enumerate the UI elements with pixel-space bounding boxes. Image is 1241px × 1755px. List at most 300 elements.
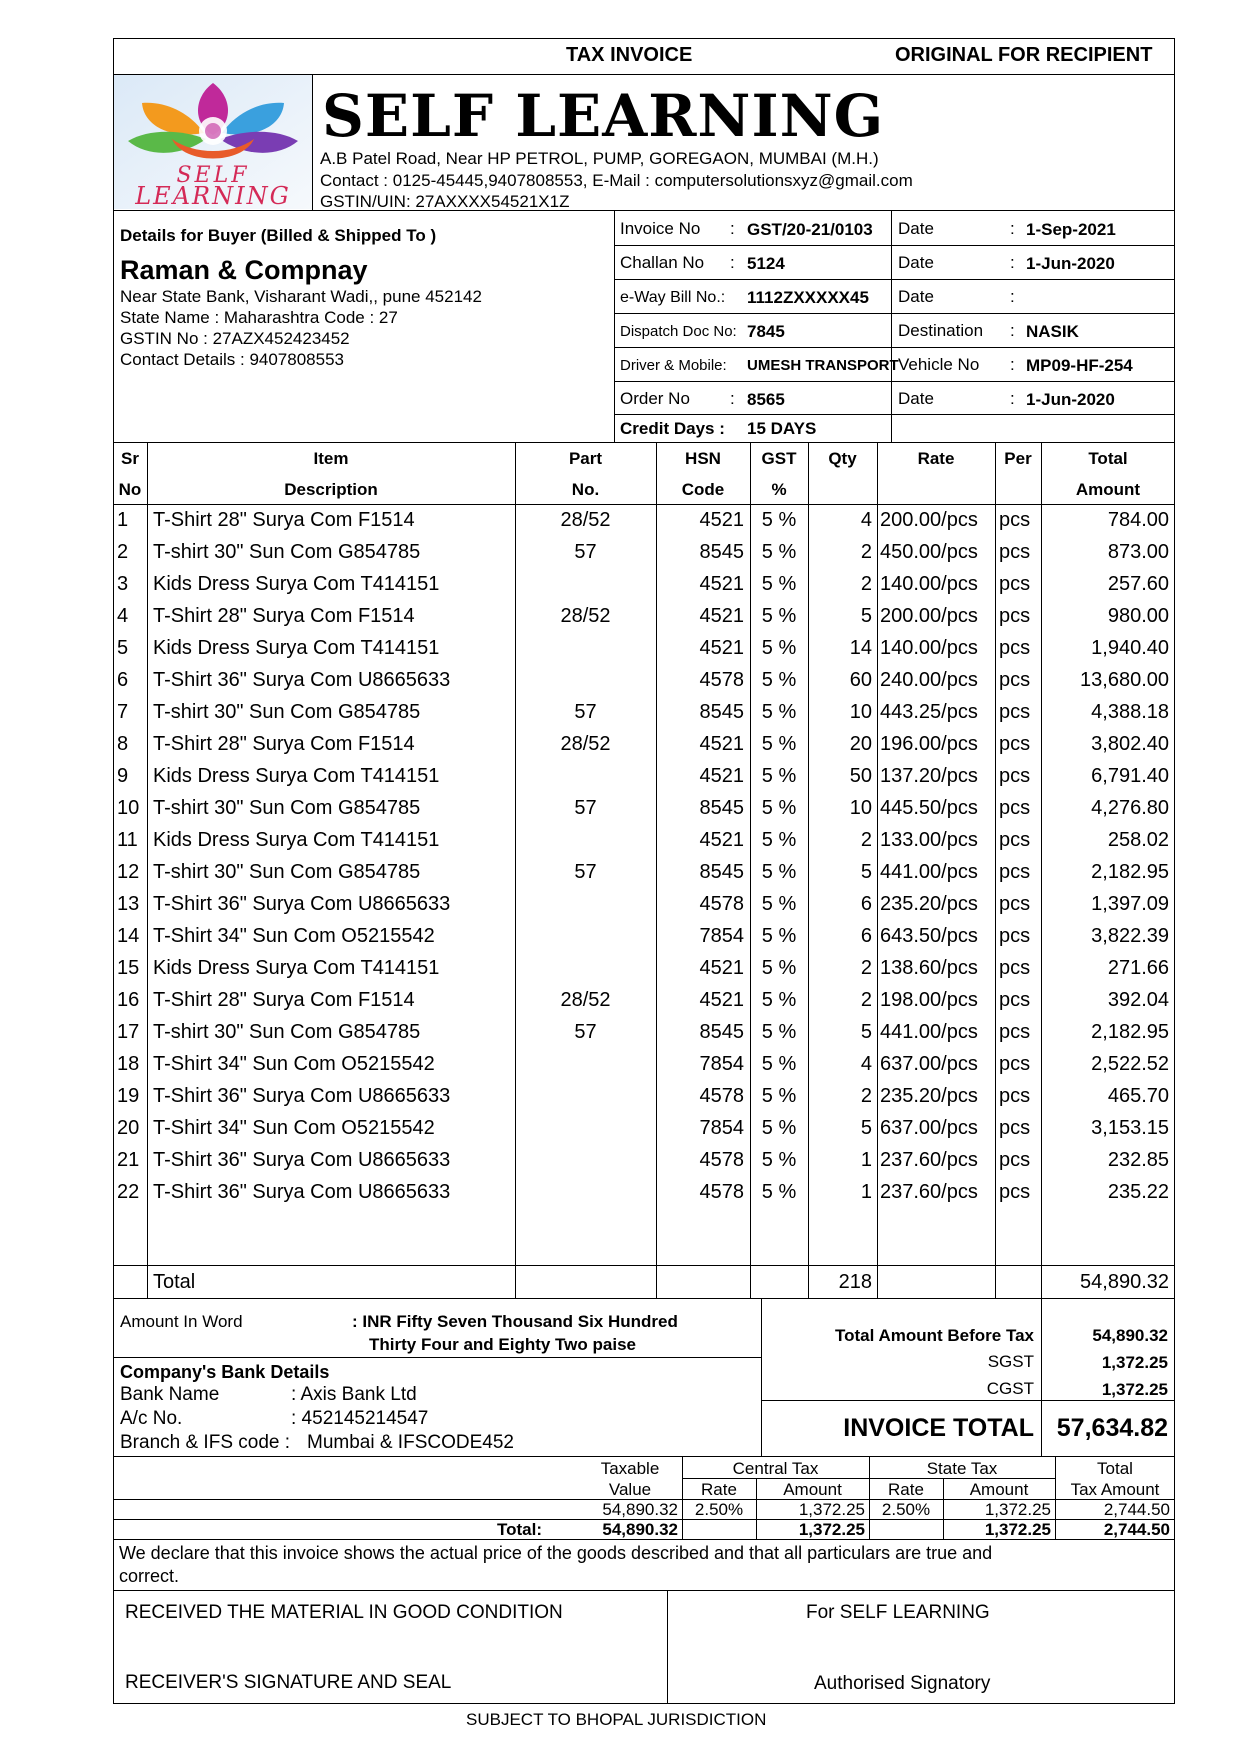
tax-state-header: State Tax bbox=[926, 1459, 998, 1478]
cell-rate: 441.00/pcs bbox=[880, 861, 978, 883]
cell-amount: 2,182.95 bbox=[1091, 1021, 1169, 1043]
cell-qty: 4 bbox=[860, 509, 872, 531]
cell-hsn: 8545 bbox=[699, 701, 744, 723]
cell-rate: 200.00/pcs bbox=[880, 605, 978, 627]
col-gst-header: GST bbox=[761, 449, 797, 468]
cell-gst: 5 % bbox=[761, 733, 797, 755]
cell-amount: 3,153.15 bbox=[1091, 1117, 1169, 1139]
tax-total-central: 1,372.25 bbox=[798, 1520, 865, 1539]
cell-amount: 2,522.52 bbox=[1091, 1053, 1169, 1075]
col-per-header: Per bbox=[1004, 449, 1032, 468]
cell-desc: T-Shirt 34" Sun Com O5215542 bbox=[153, 1053, 435, 1075]
cell-gst: 5 % bbox=[761, 893, 797, 915]
colon: : bbox=[1010, 287, 1015, 306]
cell-per: pcs bbox=[999, 1085, 1031, 1107]
cell-desc: T-Shirt 36" Surya Com U8665633 bbox=[153, 1181, 451, 1203]
table-row bbox=[0, 1020, 1241, 1052]
cell-rate: 445.50/pcs bbox=[880, 797, 978, 819]
cell-rate: 643.50/pcs bbox=[880, 925, 978, 947]
table-row bbox=[0, 540, 1241, 572]
challan-value: 5124 bbox=[747, 254, 785, 273]
cell-amount: 3,822.39 bbox=[1091, 925, 1169, 947]
cell-qty: 10 bbox=[849, 701, 872, 723]
cgst-label: CGST bbox=[986, 1379, 1034, 1398]
cell-sr: 8 bbox=[117, 733, 129, 755]
cell-gst: 5 % bbox=[761, 797, 797, 819]
cell-gst: 5 % bbox=[761, 957, 797, 979]
cell-gst: 5 % bbox=[761, 1021, 797, 1043]
cell-desc: Kids Dress Surya Com T414151 bbox=[153, 765, 440, 787]
cell-hsn: 8545 bbox=[699, 541, 744, 563]
cell-per: pcs bbox=[999, 893, 1031, 915]
buyer-address: Near State Bank, Visharant Wadi,, pune 452142 bbox=[120, 287, 482, 306]
receiver-signature-label: RECEIVER'S SIGNATURE AND SEAL bbox=[125, 1672, 452, 1693]
table-row bbox=[0, 668, 1241, 700]
cell-desc: T-Shirt 34" Sun Com O5215542 bbox=[153, 925, 435, 947]
tax-central-rate-header: Rate bbox=[701, 1480, 737, 1499]
cell-sr: 10 bbox=[117, 797, 140, 819]
cell-desc: T-shirt 30" Sun Com G854785 bbox=[153, 701, 421, 723]
cell-sr: 1 bbox=[117, 509, 129, 531]
cell-gst: 5 % bbox=[761, 1053, 797, 1075]
tax-row-central-amount: 1,372.25 bbox=[798, 1500, 865, 1519]
tax-total-label: Total: bbox=[497, 1520, 543, 1539]
tax-state-amount-header: Amount bbox=[969, 1480, 1029, 1499]
cell-hsn: 4578 bbox=[699, 1085, 744, 1107]
date2-value: 1-Jun-2020 bbox=[1026, 254, 1115, 273]
cell-amount: 980.00 bbox=[1107, 605, 1169, 627]
cell-amount: 13,680.00 bbox=[1080, 669, 1169, 691]
tax-total-total: 2,744.50 bbox=[1103, 1520, 1170, 1539]
cell-per: pcs bbox=[999, 1021, 1031, 1043]
cell-per: pcs bbox=[999, 765, 1031, 787]
cell-gst: 5 % bbox=[761, 573, 797, 595]
cell-per: pcs bbox=[999, 637, 1031, 659]
table-row bbox=[0, 604, 1241, 636]
table-row bbox=[0, 1116, 1241, 1148]
cell-per: pcs bbox=[999, 861, 1031, 883]
cell-gst: 5 % bbox=[761, 1181, 797, 1203]
col-gst-header-2: % bbox=[771, 480, 787, 499]
cell-per: pcs bbox=[999, 989, 1031, 1011]
cell-desc: T-shirt 30" Sun Com G854785 bbox=[153, 861, 421, 883]
cell-desc: T-shirt 30" Sun Com G854785 bbox=[153, 797, 421, 819]
cell-part: 57 bbox=[574, 701, 597, 723]
bank-ifs-value: Mumbai & IFSCODE452 bbox=[307, 1432, 514, 1453]
table-row bbox=[0, 796, 1241, 828]
table-row bbox=[0, 892, 1241, 924]
cell-sr: 19 bbox=[117, 1085, 140, 1107]
cell-rate: 138.60/pcs bbox=[880, 957, 978, 979]
destination-label: Destination bbox=[898, 321, 984, 340]
cell-sr: 9 bbox=[117, 765, 129, 787]
cell-rate: 637.00/pcs bbox=[880, 1053, 978, 1075]
colon: : bbox=[1010, 389, 1015, 408]
jurisdiction-note: SUBJECT TO BHOPAL JURISDICTION bbox=[466, 1710, 767, 1729]
cell-rate: 133.00/pcs bbox=[880, 829, 978, 851]
cell-part: 57 bbox=[574, 861, 597, 883]
col-total-header-2: Amount bbox=[1075, 480, 1141, 499]
table-row bbox=[0, 1084, 1241, 1116]
table-row bbox=[0, 956, 1241, 988]
tax-taxable-header: Taxable bbox=[600, 1459, 660, 1478]
invoice-title: TAX INVOICE bbox=[566, 44, 693, 66]
before-tax-label: Total Amount Before Tax bbox=[835, 1326, 1034, 1345]
amount-words-label: Amount In Word bbox=[120, 1312, 243, 1331]
challan-label: Challan No bbox=[620, 253, 705, 272]
table-row bbox=[0, 1148, 1241, 1180]
table-row bbox=[0, 732, 1241, 764]
table-row bbox=[0, 988, 1241, 1020]
cell-sr: 4 bbox=[117, 605, 129, 627]
colon: : bbox=[1010, 355, 1015, 374]
cell-hsn: 4578 bbox=[699, 1181, 744, 1203]
col-total-header: Total bbox=[1088, 449, 1128, 468]
cell-amount: 235.22 bbox=[1107, 1181, 1169, 1203]
cell-qty: 60 bbox=[849, 669, 872, 691]
cell-qty: 6 bbox=[860, 893, 872, 915]
cell-desc: T-Shirt 36" Surya Com U8665633 bbox=[153, 1149, 451, 1171]
cell-qty: 50 bbox=[849, 765, 872, 787]
sgst-label: SGST bbox=[987, 1352, 1034, 1371]
cell-amount: 4,388.18 bbox=[1091, 701, 1169, 723]
cell-amount: 1,940.40 bbox=[1091, 637, 1169, 659]
cell-rate: 235.20/pcs bbox=[880, 1085, 978, 1107]
cell-rate: 198.00/pcs bbox=[880, 989, 978, 1011]
divider bbox=[113, 1590, 1175, 1591]
cell-amount: 271.66 bbox=[1107, 957, 1169, 979]
cell-rate: 235.20/pcs bbox=[880, 893, 978, 915]
tax-total-state: 1,372.25 bbox=[984, 1520, 1051, 1539]
cell-rate: 237.60/pcs bbox=[880, 1181, 978, 1203]
dispatch-label: Dispatch Doc No: bbox=[620, 323, 737, 340]
table-row bbox=[0, 828, 1241, 860]
cell-rate: 443.25/pcs bbox=[880, 701, 978, 723]
tax-total-header-2: Tax Amount bbox=[1070, 1480, 1160, 1499]
vehicle-label: Vehicle No bbox=[898, 355, 980, 374]
cell-gst: 5 % bbox=[761, 1085, 797, 1107]
cell-desc: Kids Dress Surya Com T414151 bbox=[153, 573, 440, 595]
cell-sr: 11 bbox=[117, 829, 138, 851]
table-row bbox=[0, 860, 1241, 892]
cell-amount: 4,276.80 bbox=[1091, 797, 1169, 819]
col-hsn-header-2: Code bbox=[681, 480, 725, 499]
cell-per: pcs bbox=[999, 669, 1031, 691]
buyer-heading: Details for Buyer (Billed & Shipped To ) bbox=[120, 226, 437, 245]
cell-gst: 5 % bbox=[761, 989, 797, 1011]
cell-per: pcs bbox=[999, 957, 1031, 979]
cell-desc: T-shirt 30" Sun Com G854785 bbox=[153, 541, 421, 563]
cell-hsn: 4578 bbox=[699, 669, 744, 691]
cell-desc: T-Shirt 28" Surya Com F1514 bbox=[153, 733, 415, 755]
cell-rate: 450.00/pcs bbox=[880, 541, 978, 563]
cell-per: pcs bbox=[999, 733, 1031, 755]
cell-desc: Kids Dress Surya Com T414151 bbox=[153, 829, 440, 851]
cell-part: 28/52 bbox=[560, 989, 611, 1011]
invoice-no-value: GST/20-21/0103 bbox=[747, 220, 873, 239]
col-part-header-2: No. bbox=[571, 480, 600, 499]
cell-desc: T-Shirt 36" Surya Com U8665633 bbox=[153, 893, 451, 915]
cell-hsn: 4578 bbox=[699, 1149, 744, 1171]
cell-gst: 5 % bbox=[761, 541, 797, 563]
cell-sr: 21 bbox=[117, 1149, 140, 1171]
cell-per: pcs bbox=[999, 1149, 1031, 1171]
cell-hsn: 8545 bbox=[699, 1021, 744, 1043]
cell-desc: Kids Dress Surya Com T414151 bbox=[153, 957, 440, 979]
divider bbox=[113, 1456, 1175, 1457]
cell-qty: 2 bbox=[860, 989, 872, 1011]
cell-gst: 5 % bbox=[761, 605, 797, 627]
cell-qty: 5 bbox=[860, 605, 872, 627]
cell-desc: T-Shirt 28" Surya Com F1514 bbox=[153, 605, 415, 627]
cell-rate: 237.60/pcs bbox=[880, 1149, 978, 1171]
buyer-gstin: GSTIN No : 27AZX452423452 bbox=[120, 329, 350, 348]
cell-hsn: 4521 bbox=[699, 733, 744, 755]
cell-qty: 1 bbox=[860, 1149, 872, 1171]
sgst-value: 1,372.25 bbox=[1101, 1353, 1168, 1372]
tax-total-taxable: 54,890.32 bbox=[602, 1520, 678, 1539]
cell-sr: 22 bbox=[117, 1181, 140, 1203]
cell-qty: 2 bbox=[860, 573, 872, 595]
col-sr-header-2: No bbox=[118, 480, 142, 499]
cgst-value: 1,372.25 bbox=[1101, 1380, 1168, 1399]
cell-desc: T-Shirt 36" Surya Com U8665633 bbox=[153, 669, 451, 691]
cell-qty: 2 bbox=[860, 541, 872, 563]
tax-taxable-header-2: Value bbox=[608, 1480, 652, 1499]
cell-hsn: 4521 bbox=[699, 605, 744, 627]
cell-qty: 20 bbox=[849, 733, 872, 755]
cell-rate: 637.00/pcs bbox=[880, 1117, 978, 1139]
cell-sr: 3 bbox=[117, 573, 129, 595]
bank-ifs-label: Branch & IFS code : bbox=[120, 1432, 291, 1453]
invoice-no-label: Invoice No bbox=[620, 219, 701, 238]
colon: : bbox=[730, 253, 735, 272]
cell-rate: 137.20/pcs bbox=[880, 765, 978, 787]
cell-gst: 5 % bbox=[761, 701, 797, 723]
date1-label: Date bbox=[898, 219, 934, 238]
cell-qty: 14 bbox=[849, 637, 872, 659]
invoice-total-value: 57,634.82 bbox=[1056, 1414, 1168, 1442]
date4-value: 1-Jun-2020 bbox=[1026, 390, 1115, 409]
cell-qty: 6 bbox=[860, 925, 872, 947]
cell-rate: 441.00/pcs bbox=[880, 1021, 978, 1043]
tax-row-central-rate: 2.50% bbox=[694, 1500, 744, 1519]
driver-value: UMESH TRANSPORT bbox=[747, 357, 899, 374]
cell-per: pcs bbox=[999, 605, 1031, 627]
for-company-label: For SELF LEARNING bbox=[806, 1602, 990, 1623]
received-text: RECEIVED THE MATERIAL IN GOOD CONDITION bbox=[125, 1602, 563, 1623]
table-row bbox=[0, 508, 1241, 540]
table-row bbox=[0, 700, 1241, 732]
company-address: A.B Patel Road, Near HP PETROL, PUMP, GOREGAON, MUMBAI (M.H.) bbox=[320, 149, 879, 168]
cell-sr: 16 bbox=[117, 989, 140, 1011]
cell-hsn: 8545 bbox=[699, 861, 744, 883]
cell-qty: 1 bbox=[860, 1181, 872, 1203]
cell-part: 57 bbox=[574, 541, 597, 563]
colon: : bbox=[730, 389, 735, 408]
date3-label: Date bbox=[898, 287, 934, 306]
bank-ac-value: : 452145214547 bbox=[291, 1408, 429, 1429]
cell-hsn: 7854 bbox=[699, 925, 744, 947]
tax-row-state-amount: 1,372.25 bbox=[984, 1500, 1051, 1519]
cell-per: pcs bbox=[999, 1053, 1031, 1075]
cell-hsn: 4521 bbox=[699, 637, 744, 659]
cell-part: 28/52 bbox=[560, 605, 611, 627]
cell-rate: 196.00/pcs bbox=[880, 733, 978, 755]
colon: : bbox=[1010, 253, 1015, 272]
cell-qty: 2 bbox=[860, 1085, 872, 1107]
col-part-header: Part bbox=[568, 449, 603, 468]
logo-text-learning: LEARNING bbox=[135, 182, 291, 210]
cell-desc: T-Shirt 34" Sun Com O5215542 bbox=[153, 1117, 435, 1139]
tax-state-rate-header: Rate bbox=[888, 1480, 924, 1499]
tax-row-total: 2,744.50 bbox=[1103, 1500, 1170, 1519]
cell-qty: 10 bbox=[849, 797, 872, 819]
credit-value: 15 DAYS bbox=[747, 419, 817, 438]
cell-per: pcs bbox=[999, 541, 1031, 563]
tax-row-state-rate: 2.50% bbox=[881, 1500, 931, 1519]
cell-part: 57 bbox=[574, 797, 597, 819]
cell-sr: 15 bbox=[117, 957, 140, 979]
col-sr-header: Sr bbox=[121, 449, 139, 468]
company-name: SELF LEARNING bbox=[322, 82, 885, 150]
amount-words-line2: Thirty Four and Eighty Two paise bbox=[369, 1335, 636, 1354]
cell-sr: 12 bbox=[117, 861, 140, 883]
cell-sr: 13 bbox=[117, 893, 140, 915]
colon: : bbox=[1010, 321, 1015, 340]
cell-qty: 4 bbox=[860, 1053, 872, 1075]
eway-value: 1112ZXXXXX45 bbox=[747, 288, 869, 307]
declaration-line1: We declare that this invoice shows the actual price of the goods described and that all particulars are true and bbox=[119, 1543, 993, 1563]
company-contact: Contact : 0125-45445,9407808553, E-Mail : computersolutionsxyz@gmail.com bbox=[320, 171, 913, 190]
invoice-total-label: INVOICE TOTAL bbox=[843, 1414, 1034, 1442]
credit-label: Credit Days : bbox=[620, 419, 725, 438]
tax-total-header: Total bbox=[1097, 1459, 1133, 1478]
cell-sr: 17 bbox=[117, 1021, 140, 1043]
cell-qty: 5 bbox=[860, 1117, 872, 1139]
cell-sr: 7 bbox=[117, 701, 129, 723]
cell-part: 28/52 bbox=[560, 733, 611, 755]
tax-row-taxable: 54,890.32 bbox=[602, 1500, 678, 1519]
dispatch-value: 7845 bbox=[747, 322, 785, 341]
cell-gst: 5 % bbox=[761, 1117, 797, 1139]
cell-qty: 2 bbox=[860, 829, 872, 851]
cell-sr: 2 bbox=[117, 541, 129, 563]
cell-desc: T-shirt 30" Sun Com G854785 bbox=[153, 1021, 421, 1043]
cell-rate: 140.00/pcs bbox=[880, 573, 978, 595]
col-rate-header: Rate bbox=[917, 449, 955, 468]
cell-desc: T-Shirt 28" Surya Com F1514 bbox=[153, 989, 415, 1011]
cell-gst: 5 % bbox=[761, 509, 797, 531]
order-label: Order No bbox=[620, 389, 690, 408]
buyer-name: Raman & Compnay bbox=[120, 255, 368, 285]
cell-amount: 1,397.09 bbox=[1091, 893, 1169, 915]
cell-hsn: 4521 bbox=[699, 829, 744, 851]
bank-ac-label: A/c No. bbox=[120, 1408, 183, 1429]
items-total-amount: 54,890.32 bbox=[1080, 1271, 1169, 1293]
cell-per: pcs bbox=[999, 509, 1031, 531]
vehicle-value: MP09-HF-254 bbox=[1026, 356, 1133, 375]
table-row bbox=[0, 924, 1241, 956]
cell-sr: 18 bbox=[117, 1053, 140, 1075]
bank-heading: Company's Bank Details bbox=[120, 1362, 330, 1382]
col-item-header: Item bbox=[313, 449, 349, 468]
cell-rate: 240.00/pcs bbox=[880, 669, 978, 691]
cell-qty: 2 bbox=[860, 957, 872, 979]
cell-amount: 392.04 bbox=[1107, 989, 1169, 1011]
eway-label: e-Way Bill No.: bbox=[620, 289, 726, 306]
order-value: 8565 bbox=[747, 390, 785, 409]
divider bbox=[113, 1357, 761, 1358]
cell-amount: 465.70 bbox=[1107, 1085, 1169, 1107]
cell-desc: T-Shirt 36" Surya Com U8665633 bbox=[153, 1085, 451, 1107]
copy-label: ORIGINAL FOR RECIPIENT bbox=[895, 44, 1153, 66]
driver-label: Driver & Mobile: bbox=[620, 357, 727, 374]
cell-per: pcs bbox=[999, 573, 1031, 595]
buyer-state: State Name : Maharashtra Code : 27 bbox=[120, 308, 398, 327]
logo-text-self: SELF bbox=[176, 163, 250, 188]
table-row bbox=[0, 1052, 1241, 1084]
colon: : bbox=[730, 219, 735, 238]
cell-per: pcs bbox=[999, 829, 1031, 851]
bank-name-value: : Axis Bank Ltd bbox=[291, 1384, 417, 1405]
cell-sr: 6 bbox=[117, 669, 129, 691]
cell-gst: 5 % bbox=[761, 925, 797, 947]
before-tax-value: 54,890.32 bbox=[1092, 1326, 1168, 1345]
cell-gst: 5 % bbox=[761, 669, 797, 691]
divider bbox=[667, 1590, 668, 1704]
tax-central-amount-header: Amount bbox=[783, 1480, 842, 1499]
items-total-qty: 218 bbox=[838, 1271, 872, 1293]
table-row bbox=[0, 636, 1241, 668]
col-hsn-header: HSN bbox=[685, 449, 721, 468]
cell-per: pcs bbox=[999, 797, 1031, 819]
cell-gst: 5 % bbox=[761, 829, 797, 851]
cell-amount: 258.02 bbox=[1107, 829, 1169, 851]
cell-hsn: 4521 bbox=[699, 765, 744, 787]
date4-label: Date bbox=[898, 389, 934, 408]
bank-name-label: Bank Name bbox=[120, 1384, 220, 1405]
buyer-contact: Contact Details : 9407808553 bbox=[120, 350, 344, 369]
cell-hsn: 4521 bbox=[699, 957, 744, 979]
cell-hsn: 7854 bbox=[699, 1117, 744, 1139]
amount-words-line1: : INR Fifty Seven Thousand Six Hundred bbox=[352, 1312, 678, 1331]
company-gstin: GSTIN/UIN: 27AXXXX54521X1Z bbox=[320, 192, 570, 211]
cell-hsn: 8545 bbox=[699, 797, 744, 819]
cell-sr: 20 bbox=[117, 1117, 140, 1139]
cell-desc: Kids Dress Surya Com T414151 bbox=[153, 637, 440, 659]
cell-gst: 5 % bbox=[761, 637, 797, 659]
cell-amount: 784.00 bbox=[1107, 509, 1169, 531]
cell-rate: 200.00/pcs bbox=[880, 509, 978, 531]
destination-value: NASIK bbox=[1026, 322, 1079, 341]
cell-amount: 257.60 bbox=[1107, 573, 1169, 595]
cell-amount: 3,802.40 bbox=[1091, 733, 1169, 755]
cell-hsn: 4521 bbox=[699, 989, 744, 1011]
cell-gst: 5 % bbox=[761, 765, 797, 787]
colon: : bbox=[1010, 219, 1015, 238]
table-row bbox=[0, 1180, 1241, 1212]
cell-amount: 2,182.95 bbox=[1091, 861, 1169, 883]
cell-per: pcs bbox=[999, 1181, 1031, 1203]
items-total-label: Total bbox=[153, 1271, 196, 1293]
cell-hsn: 7854 bbox=[699, 1053, 744, 1075]
divider bbox=[761, 1298, 762, 1456]
cell-hsn: 4521 bbox=[699, 573, 744, 595]
cell-per: pcs bbox=[999, 701, 1031, 723]
cell-desc: T-Shirt 28" Surya Com F1514 bbox=[153, 509, 415, 531]
table-row bbox=[0, 764, 1241, 796]
